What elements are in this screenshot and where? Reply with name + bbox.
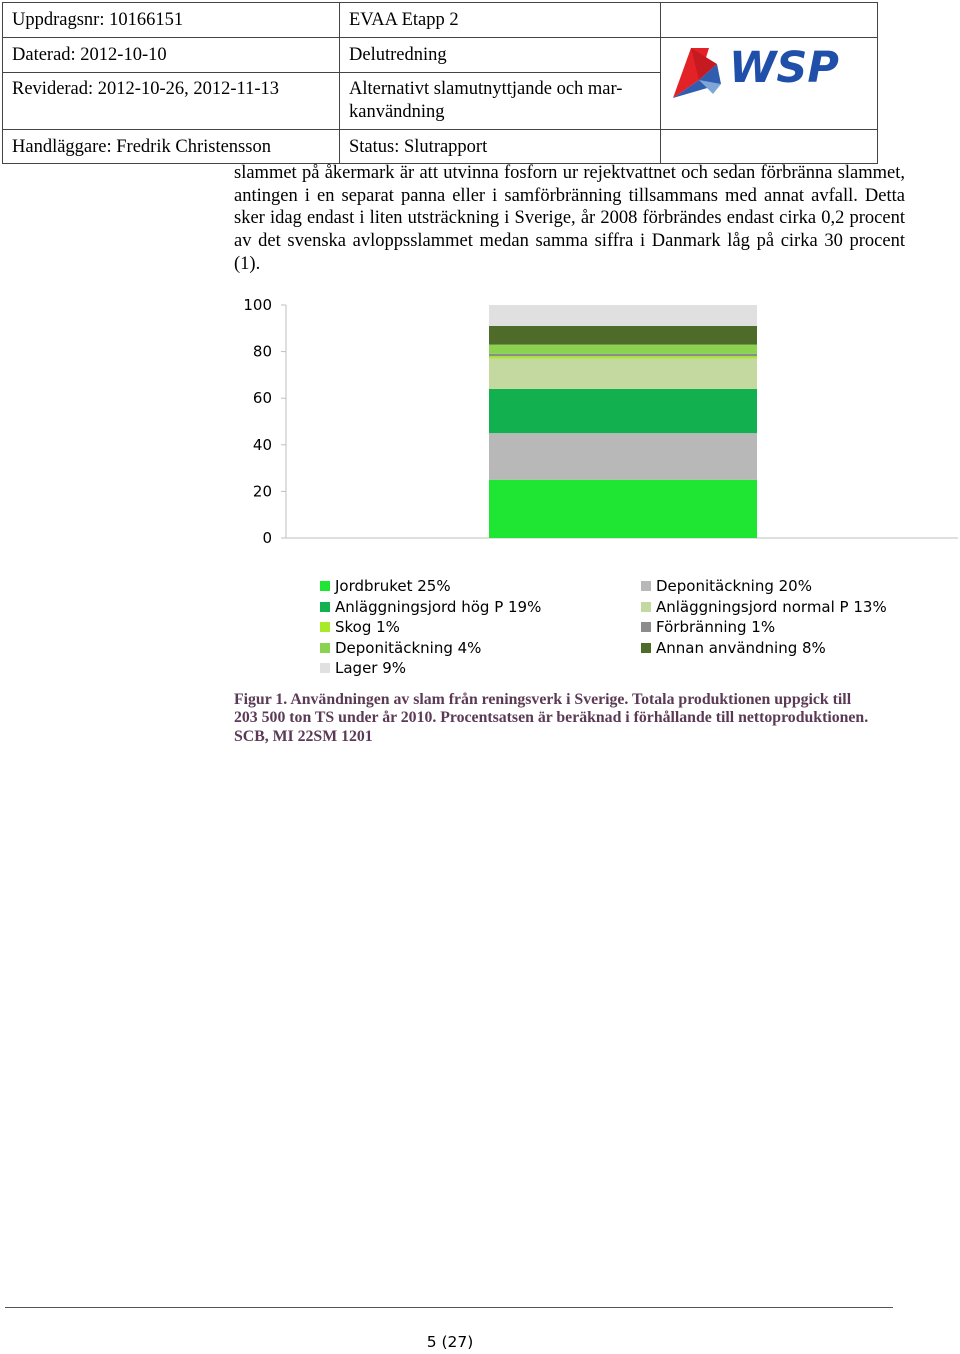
legend-swatch (641, 622, 651, 632)
status-field: Status: Slutrapport (340, 130, 661, 164)
wsp-logo (669, 40, 849, 102)
logo-cell (661, 38, 878, 130)
legend-label: Anläggningsjord normal P 13% (656, 597, 887, 616)
y-tick-label: 0 (262, 529, 272, 547)
legend-item (320, 597, 541, 618)
body-paragraph: slammet på åkermark är att utvinna fosforn ur rejektvattnet och sedan förbränna slammet, antingen i en separat panna eller i samförbränning tillsammans med annat avfall. Detta sker idag endast i liten utsträckning i Sverige, år 2008 förbrändes endast cirka 0,2 procent av det svenska avloppsslammet medan samma siffra i Danmark låg på cirka 30 procent (1). (234, 163, 905, 274)
y-tick-label: 80 (252, 342, 272, 361)
bar-segment-9 (489, 305, 757, 326)
legend-swatch (641, 602, 651, 612)
bar-segment-6 (489, 354, 757, 356)
figure-caption (234, 691, 914, 746)
legend-swatch (320, 643, 330, 653)
legend-label: Anläggningsjord hög P 19% (335, 597, 542, 616)
date-field: Daterad: 2012-10-10 (3, 38, 340, 73)
report-title-line2: kanvändning (349, 102, 445, 122)
y-tick-label: 100 (243, 296, 272, 314)
report-title-line1: Alternativt slamutnyttjande och mar- (349, 79, 623, 99)
revised-field: Reviderad: 2012-10-26, 2012-11-13 (3, 73, 340, 130)
legend-swatch (320, 622, 330, 632)
project-name: EVAA Etapp 2 (340, 3, 661, 38)
caption-line2: 203 500 ton TS under år 2010. Procentsatsen är beräknad i förhållande till nettoproduktionen. (234, 709, 869, 727)
footer-divider (5, 1307, 893, 1308)
legend-swatch (320, 602, 330, 612)
bar-segment-3 (489, 389, 757, 433)
header-empty-cell (661, 3, 878, 38)
document-type: Delutredning (340, 38, 661, 73)
legend-item (320, 576, 451, 597)
legend-label: Skog 1% (335, 618, 400, 637)
legend-label: Deponitäckning 4% (335, 638, 482, 657)
legend-label: Förbränning 1% (656, 618, 776, 637)
y-tick-label: 60 (252, 389, 272, 408)
legend-item (641, 576, 812, 597)
bar-segment-1 (489, 480, 757, 538)
legend-item (320, 617, 400, 638)
legend-item (641, 617, 775, 638)
y-tick-label: 40 (252, 435, 272, 454)
bar-segment-2 (489, 433, 757, 480)
document-header-table (2, 2, 878, 164)
legend-label: Deponitäckning 20% (656, 577, 812, 595)
bar-segment-4 (489, 359, 757, 389)
legend-swatch (641, 643, 651, 653)
legend-item (320, 638, 481, 659)
legend-swatch (641, 581, 651, 591)
header-empty-cell-bottom (661, 130, 878, 164)
stacked-bar-chart (236, 290, 960, 550)
legend-label: Annan användning 8% (656, 638, 826, 657)
bar-segment-7 (489, 345, 757, 354)
y-tick-label: 20 (252, 482, 272, 501)
bar-segment-8 (489, 326, 757, 345)
page-number: 5 (27) (426, 1333, 474, 1351)
caption-line1: Figur 1. Användningen av slam från reningsverk i Sverige. Totala produktionen uppgick till (234, 691, 852, 708)
legend-item (641, 638, 826, 659)
wsp-logo-text: WSP (729, 43, 839, 93)
legend-label: Jordbruket 25% (335, 577, 451, 595)
legend-item (320, 658, 406, 679)
legend-swatch (320, 663, 330, 673)
legend-label: Lager 9% (335, 659, 407, 678)
bar-segment-5 (489, 356, 757, 358)
legend-swatch (320, 581, 330, 591)
assignment-number: Uppdragsnr: 10166151 (3, 3, 340, 38)
handler-field: Handläggare: Fredrik Christensson (3, 130, 340, 164)
report-title (340, 73, 661, 130)
legend-item (641, 597, 887, 618)
caption-line3: SCB, MI 22SM 1201 (234, 727, 373, 745)
